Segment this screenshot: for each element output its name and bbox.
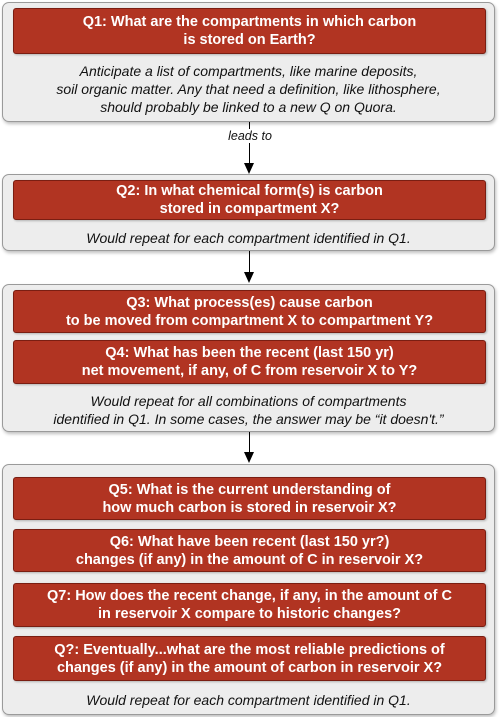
question-box-q4: [13, 340, 486, 384]
note-q3-q4-line-1: Would repeat for all combinations of compartments: [90, 393, 407, 409]
note-q5-q8: [7, 691, 490, 709]
q3-line-1: Q3: What process(es) cause carbon: [126, 294, 373, 311]
q2-line-2: stored in compartment X?: [159, 201, 340, 217]
note-q1-line-3: should probably be linked to a new Q on Quora.: [100, 99, 397, 115]
q2-line-1: Q2: In what chemical form(s) is carbon: [116, 183, 383, 199]
question-box-q3: [13, 290, 486, 333]
q8-line-2: changes (if any) in the amount of carbon in reservoir X?: [56, 659, 443, 676]
arrow-head-3: [244, 452, 254, 463]
question-box-q6: [13, 529, 486, 572]
note-q1: [7, 62, 490, 116]
arrow-head-2: [244, 272, 254, 283]
q4-line-2: net movement, if any, of C from reservoir X to Y?: [81, 363, 418, 379]
note-q5-q8-line-1: Would repeat for each compartment identified in Q1.: [86, 692, 411, 708]
arrow-head-1: [244, 163, 254, 174]
panel-q5-q8: [2, 464, 495, 715]
q7-line-2: in reservoir X compare to historic changes?: [98, 606, 401, 622]
question-box-q2: [13, 180, 486, 220]
connector-label-leads-to: leads to: [200, 129, 300, 143]
q8-line-1: Q?: Eventually...what are the most reliable predictions of: [54, 641, 445, 658]
note-q3-q4-line-2: identified in Q1. In some cases, the answer may be “it doesn't.”: [53, 411, 444, 427]
note-q2-line-1: Would repeat for each compartment identified in Q1.: [86, 230, 411, 246]
connector-line-3: [249, 432, 250, 454]
panel-q2: [2, 174, 495, 251]
q5-line-2: how much carbon is stored in reservoir X?: [102, 499, 397, 516]
note-q2: [7, 229, 490, 247]
note-q3-q4: [7, 392, 490, 428]
panel-q1: [2, 2, 495, 122]
q4-line-1: Q4: What has been the recent (last 150 yr): [105, 345, 394, 361]
q5-line-1: Q5: What is the current understanding of: [108, 481, 391, 498]
note-q1-line-1: Anticipate a list of compartments, like marine deposits,: [79, 63, 418, 79]
note-q1-line-2: soil organic matter. Any that need a definition, like lithosphere,: [56, 81, 441, 97]
q6-line-2: changes (if any) in the amount of C in reservoir X?: [75, 551, 424, 568]
connector-line-2: [249, 251, 250, 274]
question-box-q1: [13, 8, 486, 54]
q6-line-1: Q6: What have been recent (last 150 yr?): [109, 533, 390, 550]
question-box-q5: [13, 477, 486, 520]
q7-line-1: Q7: How does the recent change, if any, in the amount of C: [47, 588, 452, 604]
question-box-q7: [13, 583, 486, 627]
q1-line-2: is stored on Earth?: [183, 32, 316, 48]
panel-q3-q4: [2, 284, 495, 432]
q3-line-2: to be moved from compartment X to compartment Y?: [65, 312, 434, 329]
question-box-q8: [13, 636, 486, 681]
q1-line-1: Q1: What are the compartments in which carbon: [82, 14, 417, 30]
